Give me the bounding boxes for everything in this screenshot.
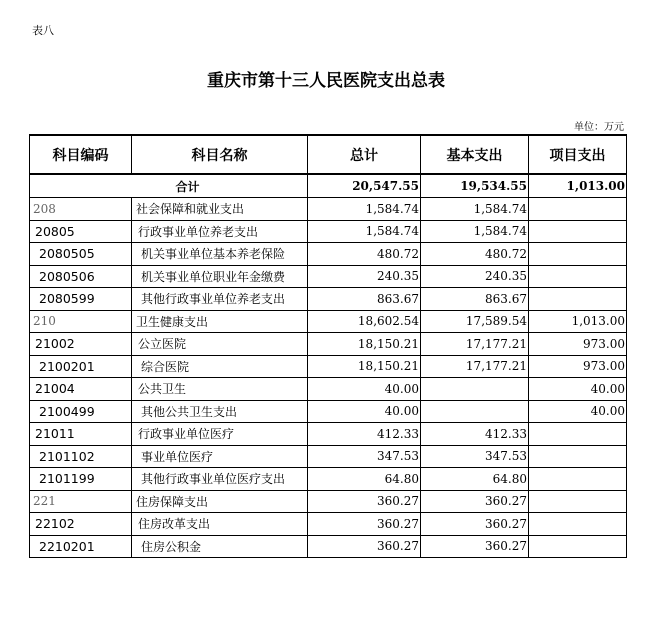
- row-name: 公立医院: [132, 333, 308, 356]
- row-code: 221: [30, 490, 132, 513]
- row-code: 21002: [30, 333, 132, 356]
- row-code: 2080599: [30, 288, 132, 311]
- table-row: [30, 198, 627, 221]
- row-basic: 412.33: [421, 423, 529, 446]
- row-total: 347.53: [308, 445, 421, 468]
- row-total: 40.00: [308, 400, 421, 423]
- row-basic: 360.27: [421, 513, 529, 536]
- table-number: 表八: [32, 24, 54, 37]
- row-project: 973.00: [529, 355, 627, 378]
- table-row: [30, 310, 627, 333]
- row-total: 1,584.74: [308, 198, 421, 221]
- expenditure-table: [29, 134, 627, 558]
- row-code: 2210201: [30, 535, 132, 558]
- total-project: 1,013.00: [529, 174, 627, 198]
- row-project: [529, 423, 627, 446]
- row-name: 综合医院: [132, 355, 308, 378]
- row-project: 40.00: [529, 378, 627, 401]
- row-project: 40.00: [529, 400, 627, 423]
- row-total: 18,150.21: [308, 355, 421, 378]
- row-name: 公共卫生: [132, 378, 308, 401]
- row-basic: 240.35: [421, 265, 529, 288]
- row-total: 18,150.21: [308, 333, 421, 356]
- row-project: [529, 468, 627, 491]
- row-total: 64.80: [308, 468, 421, 491]
- row-name: 其他行政事业单位养老支出: [132, 288, 308, 311]
- table-row: [30, 400, 627, 423]
- row-basic: 1,584.74: [421, 198, 529, 221]
- row-total: 360.27: [308, 535, 421, 558]
- row-name: 其他公共卫生支出: [132, 400, 308, 423]
- row-name: 住房保障支出: [132, 490, 308, 513]
- total-total: 20,547.55: [308, 174, 421, 198]
- table-row: [30, 355, 627, 378]
- table-row: [30, 333, 627, 356]
- row-total: 480.72: [308, 243, 421, 266]
- row-total: 1,584.74: [308, 220, 421, 243]
- row-name: 社会保障和就业支出: [132, 198, 308, 221]
- row-code: 21011: [30, 423, 132, 446]
- row-basic: [421, 378, 529, 401]
- row-name: 卫生健康支出: [132, 310, 308, 333]
- table-row: [30, 535, 627, 558]
- row-name: 行政事业单位医疗: [132, 423, 308, 446]
- row-basic: 64.80: [421, 468, 529, 491]
- row-total: 18,602.54: [308, 310, 421, 333]
- unit-label: 单位：万元: [574, 122, 624, 133]
- row-basic: 17,177.21: [421, 333, 529, 356]
- row-project: [529, 220, 627, 243]
- row-code: 2080506: [30, 265, 132, 288]
- row-project: [529, 535, 627, 558]
- row-basic: 360.27: [421, 490, 529, 513]
- row-total: 360.27: [308, 490, 421, 513]
- row-basic: 863.67: [421, 288, 529, 311]
- row-project: 973.00: [529, 333, 627, 356]
- header-row: [30, 135, 627, 174]
- table-row: [30, 423, 627, 446]
- row-name: 住房公积金: [132, 535, 308, 558]
- row-project: 1,013.00: [529, 310, 627, 333]
- row-code: 2080505: [30, 243, 132, 266]
- row-code: 21004: [30, 378, 132, 401]
- row-basic: 360.27: [421, 535, 529, 558]
- table-row: [30, 378, 627, 401]
- row-code: 20805: [30, 220, 132, 243]
- row-name: 机关事业单位基本养老保险: [132, 243, 308, 266]
- row-code: 208: [30, 198, 132, 221]
- header-code: 科目编码: [30, 135, 132, 174]
- row-total: 240.35: [308, 265, 421, 288]
- table-row: [30, 243, 627, 266]
- row-basic: 347.53: [421, 445, 529, 468]
- row-basic: 1,584.74: [421, 220, 529, 243]
- row-project: [529, 445, 627, 468]
- row-total: 412.33: [308, 423, 421, 446]
- row-code: 2100499: [30, 400, 132, 423]
- header-project: 项目支出: [529, 135, 627, 174]
- table-row: [30, 220, 627, 243]
- row-code: 2101199: [30, 468, 132, 491]
- row-project: [529, 513, 627, 536]
- row-name: 住房改革支出: [132, 513, 308, 536]
- total-basic: 19,534.55: [421, 174, 529, 198]
- table-row: [30, 265, 627, 288]
- row-basic: 17,589.54: [421, 310, 529, 333]
- row-project: [529, 198, 627, 221]
- row-code: 210: [30, 310, 132, 333]
- row-total: 40.00: [308, 378, 421, 401]
- row-code: 2100201: [30, 355, 132, 378]
- header-total: 总计: [308, 135, 421, 174]
- page-title: 重庆市第十三人民医院支出总表: [207, 71, 445, 91]
- row-name: 其他行政事业单位医疗支出: [132, 468, 308, 491]
- row-project: [529, 288, 627, 311]
- row-code: 2101102: [30, 445, 132, 468]
- row-project: [529, 490, 627, 513]
- row-project: [529, 265, 627, 288]
- row-total: 360.27: [308, 513, 421, 536]
- row-basic: [421, 400, 529, 423]
- total-label: 合计: [30, 174, 308, 198]
- row-basic: 17,177.21: [421, 355, 529, 378]
- row-basic: 480.72: [421, 243, 529, 266]
- table-row: [30, 468, 627, 491]
- table-row: [30, 490, 627, 513]
- row-name: 机关事业单位职业年金缴费: [132, 265, 308, 288]
- table-row: [30, 513, 627, 536]
- table-row: [30, 445, 627, 468]
- header-basic: 基本支出: [421, 135, 529, 174]
- table-row: [30, 288, 627, 311]
- header-name: 科目名称: [132, 135, 308, 174]
- row-total: 863.67: [308, 288, 421, 311]
- row-name: 事业单位医疗: [132, 445, 308, 468]
- row-code: 22102: [30, 513, 132, 536]
- row-project: [529, 243, 627, 266]
- row-name: 行政事业单位养老支出: [132, 220, 308, 243]
- total-row: [30, 174, 627, 198]
